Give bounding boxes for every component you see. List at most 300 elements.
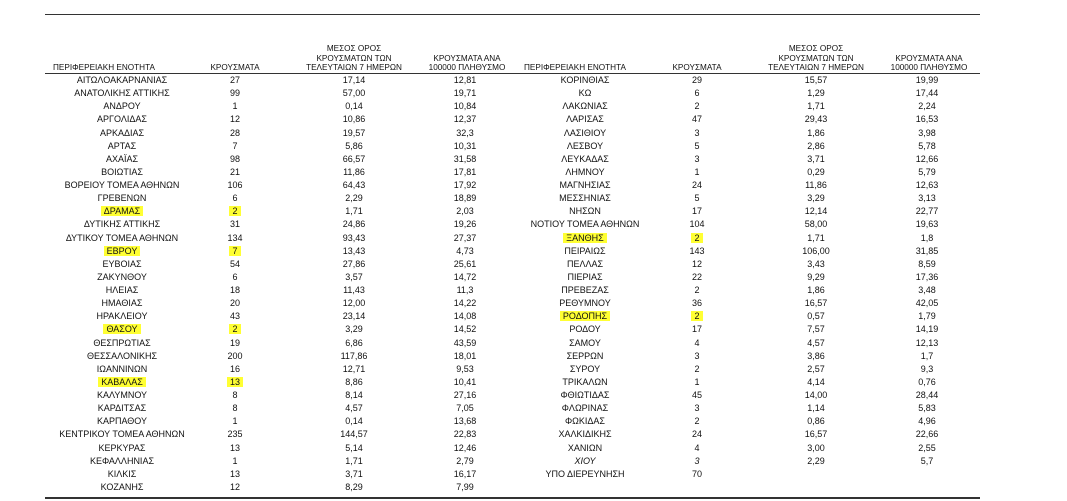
cell-per100k: 12,81 [453, 75, 477, 85]
cell-cases: 6 [694, 88, 700, 99]
left-cases-column [205, 74, 265, 494]
cell-region: ΡΟΔΟΥ [569, 324, 601, 335]
cell-avg7: 0,57 [807, 311, 825, 322]
table-row-avg7 [756, 140, 876, 153]
cell-per100k: 22,77 [915, 206, 939, 217]
table-row-avg7 [756, 100, 876, 113]
cell-per100k: 28,44 [915, 390, 939, 400]
table-row-avg7 [294, 310, 414, 323]
table-row-per100k [867, 113, 987, 126]
table-row-cases [667, 310, 727, 323]
cell-region: ΑΝΑΤΟΛΙΚΗΣ ΑΤΤΙΚΗΣ [74, 88, 170, 99]
cell-cases: 31 [229, 219, 240, 230]
cell-region: ΠΕΙΡΑΙΩΣ [564, 245, 606, 256]
cell-avg7: 3,29 [807, 193, 825, 204]
table-row-region [42, 218, 202, 231]
cell-cases: 19 [229, 337, 240, 348]
table-row-per100k [867, 87, 987, 100]
table-row-region [505, 179, 665, 192]
cell-cases: 98 [229, 153, 240, 164]
cell-per100k: 12,46 [453, 442, 477, 453]
table-row-cases [667, 468, 727, 481]
cell-cases: 36 [691, 298, 702, 309]
cell-per100k: 1,8 [920, 232, 934, 243]
cell-cases: 43 [229, 311, 240, 322]
cell-avg7: 2,29 [345, 193, 363, 204]
table-row-cases [667, 140, 727, 153]
cell-per100k: 5,83 [918, 403, 936, 414]
cell-region: ΚΑΛΥΜΝΟΥ [96, 390, 148, 400]
table-row-cases [205, 113, 265, 126]
table-row-region [505, 284, 665, 297]
cell-region: ΧΑΛΚΙΔΙΚΗΣ [558, 429, 612, 440]
table-row-avg7 [756, 74, 876, 87]
cell-per100k: 42,05 [915, 298, 939, 309]
cell-avg7: 17,14 [342, 75, 366, 85]
table-row-region [42, 87, 202, 100]
table-row-region [42, 481, 202, 494]
cell-cases: 200 [227, 350, 243, 361]
table-row-cases [205, 481, 265, 494]
cell-cases: 1 [232, 455, 238, 466]
cell-avg7: 58,00 [804, 219, 828, 230]
table-row-region [505, 271, 665, 284]
cell-cases: 99 [229, 88, 240, 99]
cell-cases: 5 [694, 193, 700, 204]
cell-cases: 2 [694, 285, 700, 295]
table-row-per100k [867, 127, 987, 140]
table-row-avg7 [756, 376, 876, 389]
table-row-cases [205, 389, 265, 402]
table-row-region [505, 428, 665, 441]
cell-cases: 1 [232, 416, 238, 427]
table-row-cases [205, 428, 265, 441]
cell-region: ΗΜΑΘΙΑΣ [101, 298, 143, 309]
table-row-per100k [867, 153, 987, 166]
cell-region: ΚΟΡΙΝΘΙΑΣ [560, 75, 610, 85]
table-row-per100k [867, 179, 987, 192]
table-row-region [505, 376, 665, 389]
cell-region: ΖΑΚΥΝΘΟΥ [97, 271, 147, 282]
left-region-column [42, 74, 202, 494]
cell-cases: 22 [691, 271, 702, 282]
cell-per100k: 19,71 [453, 88, 477, 99]
cell-avg7: 5,14 [345, 442, 363, 453]
table-row-cases [667, 113, 727, 126]
table-row-avg7 [756, 166, 876, 179]
table-row-cases [205, 350, 265, 363]
table-row-per100k [867, 258, 987, 271]
table-row-per100k [867, 166, 987, 179]
cell-cases: 1 [694, 376, 700, 387]
cell-per100k: 0,76 [918, 376, 936, 387]
cell-cases: 4 [694, 337, 700, 348]
table-row-cases [667, 127, 727, 140]
cell-per100k: 2,03 [456, 206, 474, 217]
table-row-cases [205, 402, 265, 415]
table-row-cases [667, 323, 727, 336]
table-row-avg7 [294, 87, 414, 100]
cell-per100k: 9,53 [456, 363, 474, 374]
cell-region: ΠΕΛΛΑΣ [566, 258, 604, 269]
cell-cases: 13 [229, 468, 240, 479]
cell-per100k: 4,96 [918, 416, 936, 427]
cell-per100k: 14,52 [453, 324, 477, 335]
cell-region: ΛΕΥΚΑΔΑΣ [561, 153, 609, 164]
cell-cases: 24 [691, 429, 702, 440]
cell-region: ΚΕΦΑΛΛΗΝΙΑΣ [89, 455, 155, 466]
table-row-avg7 [294, 205, 414, 218]
table-row-cases [205, 218, 265, 231]
header-region-right: ΠΕΡΙΦΕΡΕΙΑΚΗ ΕΝΟΤΗΤΑ [524, 63, 626, 73]
table-row-region [505, 350, 665, 363]
cell-per100k: 5,79 [918, 166, 936, 177]
bottom-rule [45, 497, 980, 499]
cell-cases: 3 [694, 455, 700, 466]
table-row-region [42, 376, 202, 389]
cell-avg7: 66,57 [342, 153, 366, 164]
table-row-per100k [867, 245, 987, 258]
cell-cases: 104 [689, 219, 705, 230]
table-row-per100k [867, 232, 987, 245]
table-row-avg7 [756, 271, 876, 284]
cell-cases: 2 [691, 233, 702, 243]
table-row-per100k [867, 468, 987, 481]
cell-avg7: 11,86 [805, 180, 827, 190]
cell-avg7: 16,57 [804, 429, 828, 440]
cell-avg7: 3,71 [345, 468, 363, 479]
table-row-avg7 [294, 481, 414, 494]
table-row-region [42, 389, 202, 402]
cell-cases: 27 [229, 75, 240, 85]
table-row-region [505, 402, 665, 415]
cell-per100k: 7,99 [456, 481, 474, 492]
table-row-region [505, 74, 665, 87]
header-avg7-left: ΜΕΣΟΣ ΟΡΟΣ ΚΡΟΥΣΜΑΤΩΝ ΤΩΝ ΤΕΛΕΥΤΑΙΩΝ 7 ΗΜΕΡΩΝ [306, 44, 402, 73]
table-row-cases [205, 245, 265, 258]
cell-per100k: 27,16 [453, 390, 477, 400]
cell-per100k: 19,99 [915, 75, 939, 85]
table-row-avg7 [294, 297, 414, 310]
cell-avg7: 19,57 [342, 127, 366, 138]
cell-per100k: 16,53 [915, 114, 939, 125]
table-row-cases [205, 205, 265, 218]
table-row-avg7 [756, 153, 876, 166]
cell-avg7: 2,86 [807, 140, 825, 151]
table-row-region [505, 140, 665, 153]
cell-cases: 18 [229, 285, 240, 295]
table-row-region [505, 153, 665, 166]
table-row-cases [205, 310, 265, 323]
cell-per100k: 14,19 [915, 324, 939, 335]
cell-region: ΚΑΡΔΙΤΣΑΣ [97, 403, 147, 414]
table-row-avg7 [294, 455, 414, 468]
table-row-cases [205, 100, 265, 113]
cell-region: ΗΡΑΚΛΕΙΟΥ [96, 311, 148, 322]
table-row-avg7 [756, 113, 876, 126]
table-row-cases [667, 153, 727, 166]
table-row-per100k [867, 350, 987, 363]
cell-per100k: 3,98 [918, 127, 936, 138]
table-row-region [42, 271, 202, 284]
table-row-region [505, 258, 665, 271]
cell-region: ΑΙΤΩΛΟΑΚΑΡΝΑΝΙΑΣ [76, 75, 168, 85]
cell-avg7: 57,00 [342, 88, 366, 99]
cell-per100k: 17,36 [915, 271, 939, 282]
table-row-cases [667, 389, 727, 402]
table-row-region [505, 113, 665, 126]
table-row-avg7 [294, 389, 414, 402]
cell-region: ΕΒΡΟΥ [104, 246, 141, 256]
cell-avg7: 117,86 [340, 350, 368, 361]
table-row-cases [205, 192, 265, 205]
table-row-region [505, 100, 665, 113]
cell-avg7: 93,43 [342, 232, 366, 243]
cell-region: ΔΡΑΜΑΣ [101, 206, 143, 216]
cell-cases: 235 [227, 429, 243, 440]
table-row-region [505, 415, 665, 428]
cell-region: ΚΟΖΑΝΗΣ [100, 481, 144, 492]
table-row-cases [667, 337, 727, 350]
table-row-avg7 [756, 297, 876, 310]
cell-avg7: 29,43 [804, 114, 828, 125]
cell-avg7: 4,14 [807, 376, 825, 387]
cell-per100k: 17,92 [453, 180, 477, 190]
cell-cases: 7 [232, 140, 238, 151]
cell-region: ΘΑΣΟΥ [103, 324, 140, 334]
table-row-avg7 [294, 245, 414, 258]
cell-avg7: 8,86 [345, 376, 363, 387]
table-row-per100k [867, 363, 987, 376]
table-row-avg7 [294, 232, 414, 245]
cell-cases: 2 [691, 311, 702, 321]
cell-region: ΑΡΓΟΛΙΔΑΣ [97, 114, 147, 125]
table-row-per100k [867, 415, 987, 428]
table-row-cases [205, 258, 265, 271]
table-row-avg7 [756, 205, 876, 218]
cell-per100k: 25,61 [453, 258, 477, 269]
table-row-avg7 [756, 192, 876, 205]
cell-cases: 1 [232, 101, 238, 112]
cell-avg7: 3,86 [807, 350, 825, 361]
cell-region: ΛΕΣΒΟΥ [566, 140, 604, 151]
table-row-avg7 [756, 310, 876, 323]
table-row-cases [667, 442, 727, 455]
table-row-avg7 [294, 179, 414, 192]
cell-per100k: 2,55 [918, 442, 936, 453]
cell-region: ΚΑΡΠΑΘΟΥ [96, 416, 148, 427]
cell-per100k: 13,68 [453, 416, 477, 427]
table-row-avg7 [294, 166, 414, 179]
table-row-region [42, 153, 202, 166]
table-row-per100k [867, 428, 987, 441]
cell-avg7: 12,71 [342, 363, 366, 374]
table-row-region [505, 455, 665, 468]
table-row-avg7 [294, 350, 414, 363]
cell-avg7: 106,00 [802, 245, 830, 256]
cell-region: ΡΟΔΟΠΗΣ [560, 311, 610, 321]
table-row-region [505, 323, 665, 336]
table-row-per100k [867, 442, 987, 455]
cell-region: ΛΑΡΙΣΑΣ [566, 114, 604, 125]
cell-cases: 134 [227, 232, 243, 243]
table-row-avg7 [756, 415, 876, 428]
cell-per100k: 1,7 [920, 350, 934, 361]
cell-avg7: 144,57 [340, 429, 368, 440]
table-row-avg7 [756, 455, 876, 468]
cell-avg7: 1,71 [807, 232, 825, 243]
table-row-cases [667, 245, 727, 258]
cell-per100k: 12,37 [453, 114, 477, 125]
table-row-avg7 [294, 376, 414, 389]
table-row-avg7 [756, 428, 876, 441]
cell-cases: 2 [694, 416, 700, 427]
cell-avg7: 11,86 [343, 166, 365, 177]
table-row-avg7 [294, 113, 414, 126]
cell-per100k: 7,05 [456, 403, 474, 414]
cell-cases: 54 [229, 258, 240, 269]
table-row-cases [667, 87, 727, 100]
table-row-region [42, 74, 202, 87]
cell-avg7: 27,86 [342, 258, 366, 269]
right-cases-column [667, 74, 727, 481]
cell-cases: 16 [229, 363, 240, 374]
table-row-region [42, 166, 202, 179]
table-row-cases [205, 337, 265, 350]
table-row-cases [205, 442, 265, 455]
cell-per100k: 12,13 [915, 337, 939, 348]
cell-avg7: 15,57 [804, 75, 828, 85]
table-row-per100k [867, 74, 987, 87]
cell-per100k: 14,08 [453, 311, 477, 322]
right-region-column [505, 74, 665, 481]
table-row-avg7 [756, 179, 876, 192]
cell-region: ΜΕΣΣΗΝΙΑΣ [559, 193, 611, 204]
table-row-per100k [867, 284, 987, 297]
cell-avg7: 13,43 [342, 245, 366, 256]
cell-avg7: 9,29 [807, 271, 825, 282]
cell-avg7: 5,86 [345, 140, 363, 151]
table-row-avg7 [294, 337, 414, 350]
table-row-per100k [867, 140, 987, 153]
table-row-avg7 [756, 218, 876, 231]
table-row-region [505, 166, 665, 179]
table-row-cases [667, 376, 727, 389]
header-region-left: ΠΕΡΙΦΕΡΕΙΑΚΗ ΕΝΟΤΗΤΑ [53, 63, 155, 73]
table-row-cases [205, 297, 265, 310]
cell-cases: 3 [694, 153, 700, 164]
cell-avg7: 1,86 [807, 127, 825, 138]
cell-avg7: 0,29 [807, 166, 825, 177]
table-row-cases [205, 284, 265, 297]
table-row-cases [205, 153, 265, 166]
header-avg7-right: ΜΕΣΟΣ ΟΡΟΣ ΚΡΟΥΣΜΑΤΩΝ ΤΩΝ ΤΕΛΕΥΤΑΙΩΝ 7 ΗΜΕΡΩΝ [768, 44, 864, 73]
cell-cases: 1 [694, 166, 700, 177]
right-per100k-column [867, 74, 987, 481]
table-row-cases [667, 363, 727, 376]
table-row-region [505, 389, 665, 402]
cell-avg7: 11,43 [343, 285, 365, 295]
table-row-avg7 [756, 245, 876, 258]
cell-region: ΧΙΟΥ [574, 455, 596, 466]
table-row-avg7 [294, 415, 414, 428]
table-row-cases [667, 455, 727, 468]
table-row-per100k [867, 337, 987, 350]
table-row-per100k [867, 192, 987, 205]
cell-cases: 106 [227, 180, 243, 190]
table-row-avg7 [756, 337, 876, 350]
right-avg7-column [756, 74, 876, 481]
table-row-per100k [867, 402, 987, 415]
table-row-avg7 [294, 271, 414, 284]
cell-region: ΜΑΓΝΗΣΙΑΣ [559, 180, 611, 190]
cell-avg7: 1,71 [345, 455, 363, 466]
table-row-region [42, 323, 202, 336]
table-row-region [505, 192, 665, 205]
cell-avg7: 6,86 [345, 337, 363, 348]
cell-region: ΞΑΝΘΗΣ [563, 233, 606, 243]
table-row-avg7 [756, 127, 876, 140]
cell-per100k: 9,3 [920, 363, 934, 374]
table-row-region [42, 127, 202, 140]
cell-region: ΦΩΚΙΔΑΣ [565, 416, 605, 427]
cell-per100k: 31,85 [915, 245, 939, 256]
cell-cases: 6 [232, 193, 238, 204]
table-row-region [505, 232, 665, 245]
cell-avg7: 3,71 [807, 153, 825, 164]
cell-cases: 45 [691, 390, 702, 400]
cell-per100k: 3,13 [918, 193, 936, 204]
table-row-avg7 [756, 363, 876, 376]
cell-avg7: 24,86 [342, 219, 366, 230]
cell-per100k: 18,01 [453, 350, 477, 361]
cell-avg7: 4,57 [345, 403, 363, 414]
cell-cases: 17 [691, 324, 702, 335]
cell-per100k: 27,37 [453, 232, 477, 243]
cell-region: ΚΙΛΚΙΣ [107, 468, 137, 479]
table-row-avg7 [756, 323, 876, 336]
cell-region: ΧΑΝΙΩΝ [567, 442, 603, 453]
cell-region: ΕΥΒΟΙΑΣ [102, 258, 142, 269]
table-row-region [42, 468, 202, 481]
cell-avg7: 3,00 [807, 442, 825, 453]
cell-region: ΠΡΕΒΕΖΑΣ [561, 285, 609, 295]
table-row-cases [667, 271, 727, 284]
cell-per100k: 5,7 [920, 455, 934, 466]
table-row-avg7 [294, 192, 414, 205]
cell-per100k: 10,84 [453, 101, 477, 112]
table-row-per100k [867, 323, 987, 336]
table-row-per100k [867, 376, 987, 389]
table-row-cases [667, 100, 727, 113]
cell-avg7: 12,14 [804, 206, 828, 217]
cell-avg7: 8,29 [345, 481, 363, 492]
cell-avg7: 4,57 [807, 337, 825, 348]
table-row-cases [667, 218, 727, 231]
cell-per100k: 5,78 [918, 140, 936, 151]
table-row-cases [667, 415, 727, 428]
table-row-avg7 [294, 363, 414, 376]
cell-region: ΒΟΙΩΤΙΑΣ [101, 166, 143, 177]
table-row-avg7 [294, 74, 414, 87]
cell-cases: 21 [229, 166, 240, 177]
cell-cases: 24 [691, 180, 702, 190]
cell-cases: 2 [694, 101, 700, 112]
cell-region: ΝΟΤΙΟΥ ΤΟΜΕΑ ΑΘΗΝΩΝ [530, 219, 640, 230]
cell-cases: 5 [694, 140, 700, 151]
table-row-region [42, 245, 202, 258]
cell-region: ΣΑΜΟΥ [569, 337, 601, 348]
